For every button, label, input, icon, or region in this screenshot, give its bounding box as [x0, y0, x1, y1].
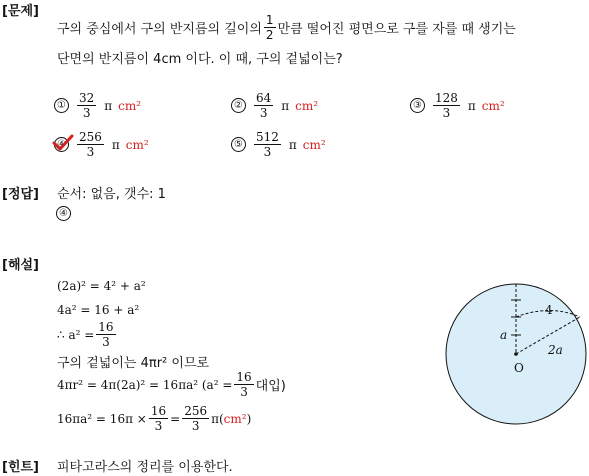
check-icon — [52, 134, 74, 152]
pi-symbol: π — [104, 98, 113, 113]
unit-label: cm² — [302, 137, 326, 152]
pi-symbol: π — [467, 98, 476, 113]
unit-label: cm² — [118, 98, 142, 113]
answer-value — [56, 206, 71, 221]
unit-label: cm² — [295, 98, 319, 113]
explanation-line-4: 구의 겉넓이는 4πr² 이므로 — [57, 356, 210, 371]
pi-symbol: π — [281, 98, 290, 113]
option-marker: ③ — [410, 98, 425, 113]
sphere-figure — [440, 280, 588, 430]
explanation-line-1: (2a)² = 4² + a² — [57, 279, 146, 293]
option-3[interactable]: ③ $\frac{128}{3}$ π cm² — [410, 92, 505, 119]
option-1[interactable]: ① $\frac{32}{3}$ π cm² — [54, 92, 141, 119]
pi-symbol: π — [288, 137, 297, 152]
unit-label: cm² — [481, 98, 505, 113]
problem-line-1 — [57, 14, 516, 41]
center-point — [514, 352, 518, 356]
problem-text-pre: 구의 중심에서 구의 반지름의 길이의 — [57, 22, 262, 37]
hint-text: 피타고라스의 정리를 이용한다. — [57, 460, 233, 475]
explanation-line-5: 4πr² = 4π(2a)² = 16πa² (a² = $\frac{16}{3}$ 대입) — [57, 370, 286, 399]
problem-fraction — [264, 14, 276, 41]
option-marker-checked: ④ — [54, 137, 69, 152]
hint-tag: [힌트] — [2, 460, 39, 475]
fraction-denominator: 2 — [265, 28, 274, 42]
a-label: a — [500, 328, 508, 342]
explanation-line-6: 16πa² = 16π × $\frac{16}{3}$ = $\frac{256}{3}$ π( cm² ) — [57, 404, 252, 433]
answer-tag: [정답] — [2, 187, 39, 202]
option-2[interactable]: ② $\frac{64}{3}$ π cm² — [231, 92, 318, 119]
unit-label: cm² — [125, 137, 149, 152]
problem-line-2: 단면의 반지름이 4cm 이다. 이 때, 구의 겉넓이는? — [57, 52, 343, 67]
four-label: 4 — [545, 303, 553, 317]
problem-text-post: 만큼 떨어진 평면으로 구를 자를 때 생기는 — [277, 22, 516, 37]
explanation-line-2: 4a² = 16 + a² — [57, 303, 140, 317]
option-5[interactable]: ⑤ $\frac{512}{3}$ π cm² — [231, 131, 326, 158]
option-4[interactable]: ④ $\frac{256}{3}$ π cm² — [54, 131, 149, 158]
problem-tag: [문제] — [2, 4, 39, 19]
answer-info: 순서: 없음, 갯수: 1 — [57, 187, 166, 202]
explanation-line-3: ∴ a² = $\frac{16}{3}$ — [57, 320, 114, 349]
pi-symbol: π — [111, 137, 120, 152]
option-marker: ⑤ — [231, 137, 246, 152]
unit-label: cm² — [223, 411, 247, 426]
two-a-label: 2a — [548, 343, 563, 357]
explanation-tag: [해설] — [2, 258, 39, 273]
center-label: O — [514, 361, 524, 375]
option-marker: ① — [54, 98, 69, 113]
fraction-numerator: 1 — [265, 13, 274, 27]
answer-marker: ④ — [56, 206, 71, 221]
option-marker: ② — [231, 98, 246, 113]
